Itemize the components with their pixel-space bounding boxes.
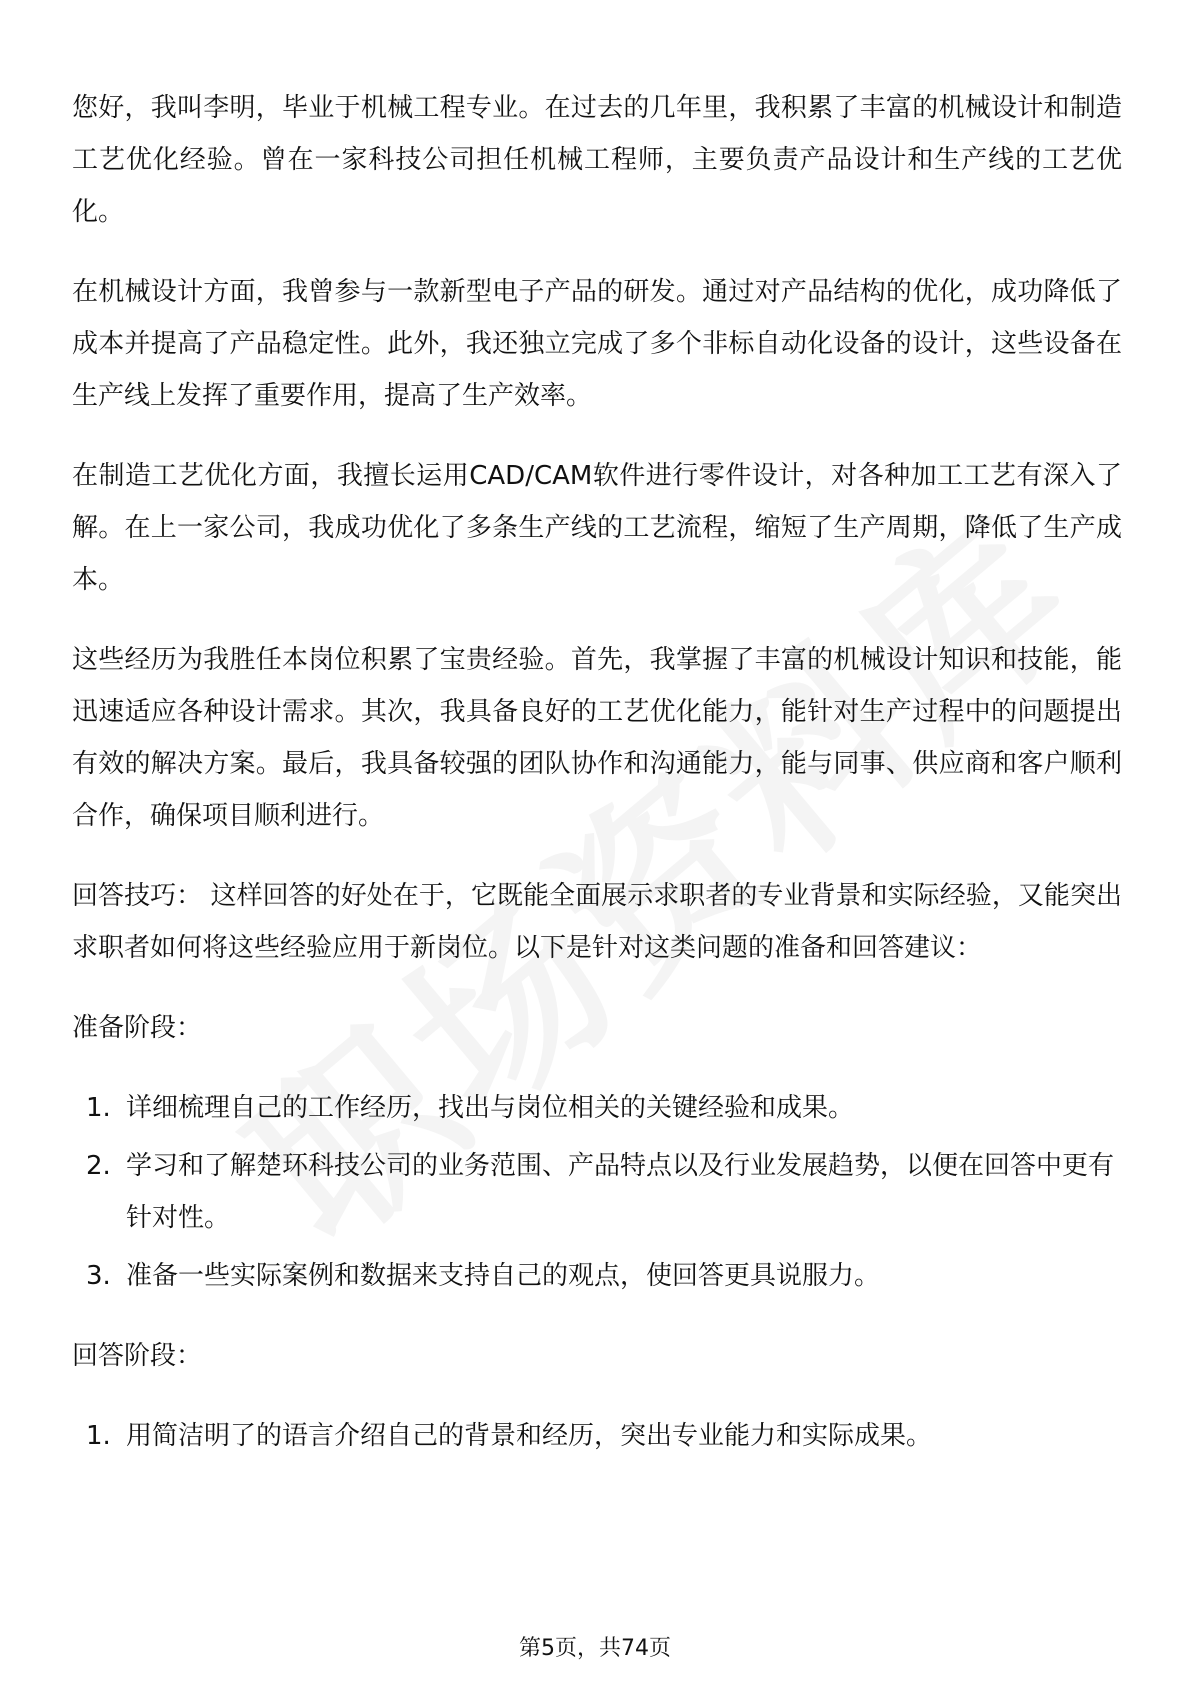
list-number: 2. <box>86 1151 111 1181</box>
answer-stage-heading: 回答阶段： <box>72 1341 203 1371</box>
paragraph-qualifications: 这些经历为我胜任本岗位积累了宝贵经验。首先，我掌握了丰富的机械设计知识和技能，能迅速适应各种设计需求。其次，我具备良好的工艺优化能力，能针对生产过程中的问题提出有效的解决方案。最后，我具备较强的团队协作和沟通能力，能与同事、供应商和客户顺利合作，确保项目顺利进行。 <box>72 645 1122 831</box>
list-number: 1. <box>86 1421 111 1451</box>
list-item <box>72 1410 1122 1462</box>
list-item <box>72 1140 1122 1244</box>
list-item-text: 用简洁明了的语言介绍自己的背景和经历，突出专业能力和实际成果。 <box>126 1421 933 1451</box>
paragraph-mechanical-design: 在机械设计方面，我曾参与一款新型电子产品的研发。通过对产品结构的优化，成功降低了成本并提高了产品稳定性。此外，我还独立完成了多个非标自动化设备的设计，这些设备在生产线上发挥了重要作用，提高了生产效率。 <box>72 277 1122 411</box>
paragraph-process-optimization: 在制造工艺优化方面，我擅长运用CAD/CAM软件进行零件设计，对各种加工工艺有深入了解。在上一家公司，我成功优化了多条生产线的工艺流程，缩短了生产周期，降低了生产成本。 <box>72 461 1122 595</box>
paragraph-answer-tips: 回答技巧： 这样回答的好处在于，它既能全面展示求职者的专业背景和实际经验，又能突出求职者如何将这些经验应用于新岗位。以下是针对这类问题的准备和回答建议： <box>72 881 1122 963</box>
prep-stage-list <box>72 1082 1122 1302</box>
page-footer: 第5页，共74页 <box>519 1636 671 1661</box>
list-number: 3. <box>86 1261 111 1291</box>
answer-stage-list <box>72 1410 1122 1462</box>
list-item-text: 详细梳理自己的工作经历，找出与岗位相关的关键经验和成果。 <box>126 1093 855 1123</box>
list-number: 1. <box>86 1093 111 1123</box>
prep-stage-heading: 准备阶段： <box>72 1013 203 1043</box>
list-item-text: 学习和了解楚环科技公司的业务范围、产品特点以及行业发展趋势，以便在回答中更有针对性。 <box>126 1151 1115 1233</box>
paragraph-intro: 您好，我叫李明，毕业于机械工程专业。在过去的几年里，我积累了丰富的机械设计和制造工艺优化经验。曾在一家科技公司担任机械工程师，主要负责产品设计和生产线的工艺优化。 <box>72 93 1122 227</box>
list-item-text: 准备一些实际案例和数据来支持自己的观点，使回答更具说服力。 <box>126 1261 881 1291</box>
document-body <box>72 82 1122 1490</box>
list-item <box>72 1082 1122 1134</box>
list-item <box>72 1250 1122 1302</box>
